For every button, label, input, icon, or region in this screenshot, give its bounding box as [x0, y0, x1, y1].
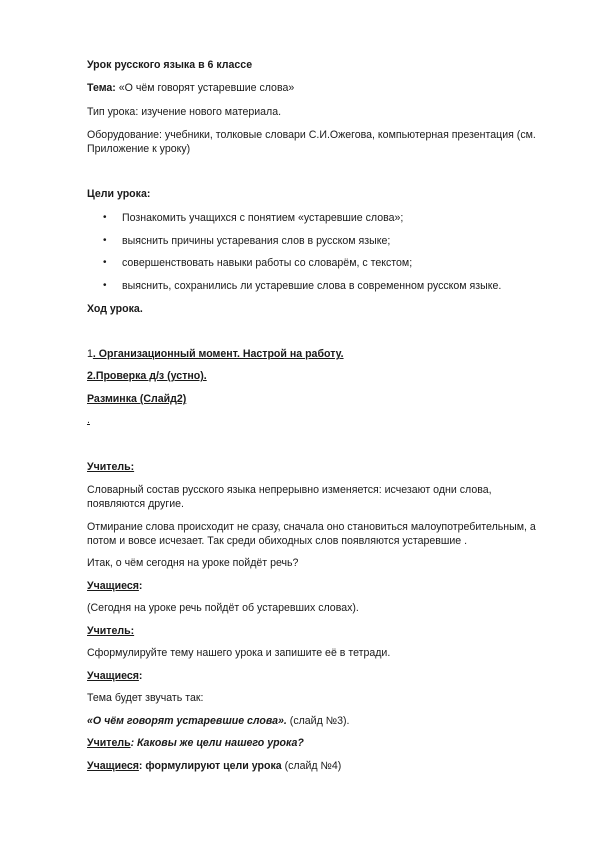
- goal-item: выяснить причины устаревания слов в русском языке;: [122, 235, 391, 247]
- topic-value: «О чём говорят устаревшие слова»: [115, 82, 295, 94]
- students-goals-line: [87, 759, 341, 773]
- step-1-text: . Организационный момент. Настрой на работу.: [92, 348, 344, 360]
- bullet-icon: •: [103, 235, 107, 246]
- equipment-line-2: Приложение к уроку): [87, 143, 191, 155]
- lesson-type: Тип урока: изучение нового материала.: [87, 106, 282, 118]
- step-1-number: 1: [87, 348, 93, 360]
- topic-intro: Тема будет звучать так:: [87, 692, 204, 704]
- students-colon: :: [138, 580, 143, 592]
- students-label-line-2: [87, 669, 142, 683]
- question-line: Итак, о чём сегодня на уроке пойдёт речь?: [87, 557, 299, 569]
- teacher-label-2: Учитель:: [87, 625, 135, 637]
- goal-item: Познакомить учащихся с понятием «устаревшие слова»;: [122, 212, 404, 224]
- lesson-title: Урок русского языка в 6 классе: [87, 59, 253, 71]
- stray-dot: .: [87, 414, 90, 426]
- students-slide-ref: (слайд №4): [281, 760, 342, 772]
- teacher-question: : Каковы же цели нашего урока?: [130, 737, 304, 749]
- paragraph-2-line-2: потом и вовсе исчезает. Так среди обиходных слов появляются устаревшие .: [87, 535, 468, 547]
- teacher-question-line: [87, 736, 304, 750]
- bullet-icon: •: [103, 212, 107, 223]
- students-label: Учащиеся: [87, 580, 139, 592]
- progress-heading: Ход урока.: [87, 303, 143, 315]
- topic-bold: «О чём говорят устаревшие слова».: [87, 715, 287, 727]
- students-label-line: [87, 579, 142, 593]
- warmup-line: Разминка (Слайд2): [87, 393, 187, 405]
- step-1: [87, 347, 344, 361]
- teacher-instruction: Сформулируйте тему нашего урока и запишите её в тетради.: [87, 647, 391, 659]
- students-label-2: Учащиеся: [87, 670, 139, 682]
- students-answer: (Сегодня на уроке речь пойдёт об устаревших словах).: [87, 602, 359, 614]
- bullet-icon: •: [103, 280, 107, 291]
- equipment-line-1: Оборудование: учебники, толковые словари С.И.Ожегова, компьютерная презентация (см.: [87, 129, 536, 141]
- paragraph-1-line-1: Словарный состав русского языка непрерывно изменяется: исчезают одни слова,: [87, 484, 492, 496]
- paragraph-2-line-1: Отмирание слова происходит не сразу, сначала оно становиться малоупотребительным, а: [87, 521, 536, 533]
- students-goals-text: : формулируют цели урока: [138, 760, 282, 772]
- teacher-label: Учитель:: [87, 461, 135, 473]
- bullet-icon: •: [103, 257, 107, 268]
- goal-item: совершенствовать навыки работы со словарём, с текстом;: [122, 257, 413, 269]
- students-colon-2: :: [138, 670, 143, 682]
- topic-slide-ref: (слайд №3).: [286, 715, 350, 727]
- topic-line: [87, 81, 294, 95]
- teacher-label-3: Учитель: [87, 737, 131, 749]
- topic-statement: [87, 714, 349, 728]
- goal-item: выяснить, сохранились ли устаревшие слова в современном русском языке.: [122, 280, 502, 292]
- step-2: 2.Проверка д/з (устно).: [87, 370, 207, 382]
- students-label-3: Учащиеся: [87, 760, 139, 772]
- paragraph-1-line-2: появляются другие.: [87, 498, 184, 510]
- goals-heading: Цели урока:: [87, 188, 151, 200]
- topic-label: Тема:: [87, 82, 116, 94]
